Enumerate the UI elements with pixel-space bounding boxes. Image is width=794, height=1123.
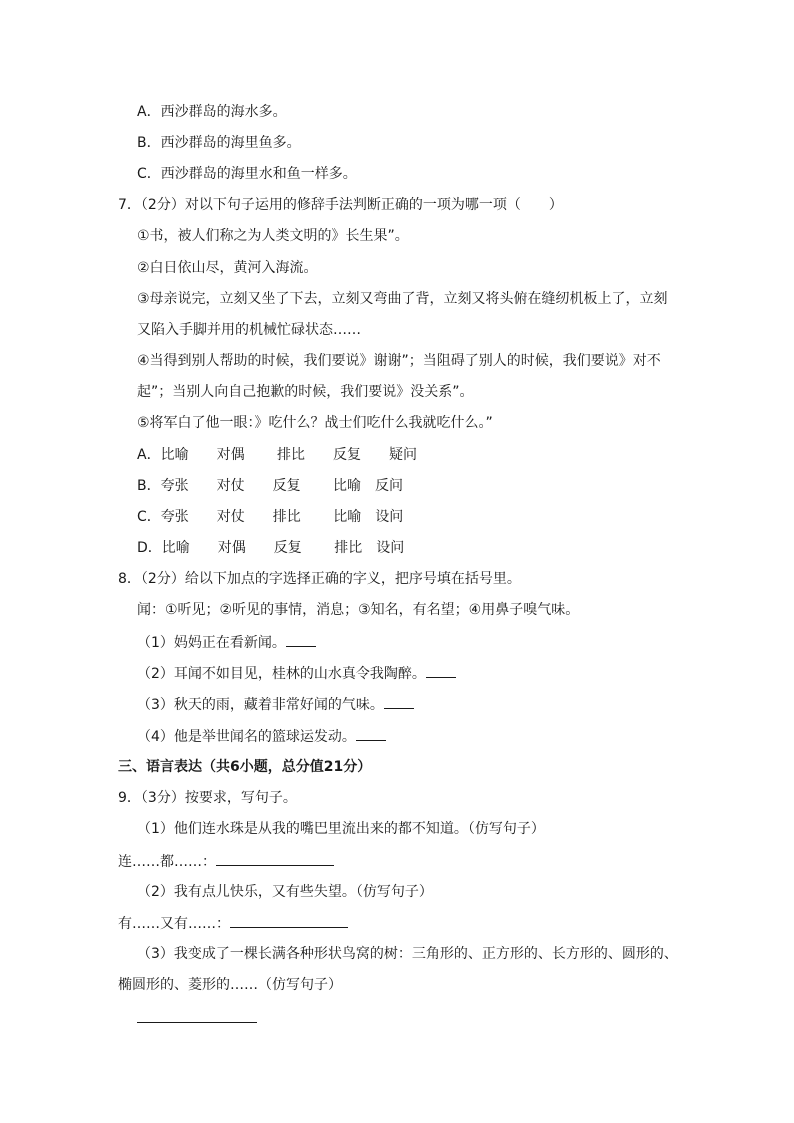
q7-option-d: D．比喻 对偶 反复 排比 设问 <box>137 540 405 556</box>
q8-stem: 8．（2分）给以下加点的字选择正确的字义，把序号填在括号里。 <box>118 571 521 587</box>
q6-option-a: A．西沙群岛的海水多。 <box>137 104 287 120</box>
q8-definitions: 闻：①听见；②听见的事情，消息；③知名，有名望；④用鼻子嗅气味。 <box>137 602 580 618</box>
q7-sentence-3-cont: 又陷入手脚并用的机械忙碌状态…… <box>137 322 361 338</box>
answer-blank[interactable] <box>356 726 386 741</box>
q7-option-a: A．比喻 对偶 排比 反复 疑问 <box>137 447 418 463</box>
q7-sentence-1: ①书，被人们称之为人类文明的》长生果”。 <box>137 228 409 244</box>
q8-item-4-text: （4）他是举世闻名的篮球运发动。 <box>137 729 356 745</box>
q7-option-c: C．夸张 对仗 排比 比喻 设问 <box>137 509 404 525</box>
answer-blank[interactable] <box>137 1022 257 1023</box>
q9-answer-2 <box>118 913 348 934</box>
answer-blank[interactable] <box>384 694 414 709</box>
q8-item-2-text: （2）耳闻不如目见，桂林的山水真令我陶醉。 <box>137 666 426 682</box>
q7-sentence-5: ⑤将军白了他一眼：》吃什么？战士们吃什么我就吃什么。” <box>137 415 493 431</box>
q7-sentence-4: ④当得到别人帮助的时候，我们要说》谢谢”；当阻碍了别人的时候，我们要说》对不 <box>137 353 661 369</box>
q8-item-3-text: （3）秋天的雨，藏着非常好闻的气味。 <box>137 697 384 713</box>
q7-sentence-3: ③母亲说完，立刻又坐了下去，立刻又弯曲了背，立刻又将头俯在缝纫机板上了，立刻 <box>137 291 668 307</box>
q9-prompt-3: （3）我变成了一棵长满各种形状鸟窝的树：三角形的、正方形的、长方形的、圆形的、 <box>137 946 678 962</box>
q7-option-b: B．夸张 对仗 反复 比喻 反问 <box>137 478 404 494</box>
q8-item-4 <box>137 726 386 747</box>
q8-item-1 <box>137 632 316 653</box>
q9-answer-2-label: 有……又有……： <box>118 916 230 932</box>
q7-stem: 7．（2分）对以下句子运用的修辞手法判断正确的一项为哪一项（ ） <box>118 197 563 213</box>
q9-answer-1-label: 连……都……： <box>118 854 216 870</box>
q8-item-1-text: （1）妈妈正在看新闻。 <box>137 635 286 651</box>
q9-answer-1 <box>118 851 334 872</box>
q9-stem: 9．（3分）按要求，写句子。 <box>118 790 297 806</box>
section-heading: 三、语言表达（共6小题，总分值21分） <box>118 759 372 775</box>
q6-option-c: C．西沙群岛的海里水和鱼一样多。 <box>137 166 357 182</box>
q9-prompt-3-cont: 椭圆形的、菱形的……（仿写句子） <box>118 977 342 993</box>
q7-sentence-2: ②白日依山尽，黄河入海流。 <box>137 260 318 276</box>
answer-blank[interactable] <box>216 851 334 866</box>
q8-item-2 <box>137 663 456 684</box>
answer-blank[interactable] <box>286 632 316 647</box>
q7-sentence-4-cont: 起”；当别人向自己抱歉的时候，我们要说》没关系”。 <box>137 384 474 400</box>
answer-blank[interactable] <box>230 913 348 928</box>
q8-item-3 <box>137 694 414 715</box>
q6-option-b: B．西沙群岛的海里鱼多。 <box>137 135 301 151</box>
q9-prompt-1: （1）他们连水珠是从我的嘴巴里流出来的都不知道。（仿写句子） <box>137 821 545 837</box>
q9-prompt-2: （2）我有点儿快乐，又有些失望。（仿写句子） <box>137 884 433 900</box>
answer-blank[interactable] <box>426 663 456 678</box>
